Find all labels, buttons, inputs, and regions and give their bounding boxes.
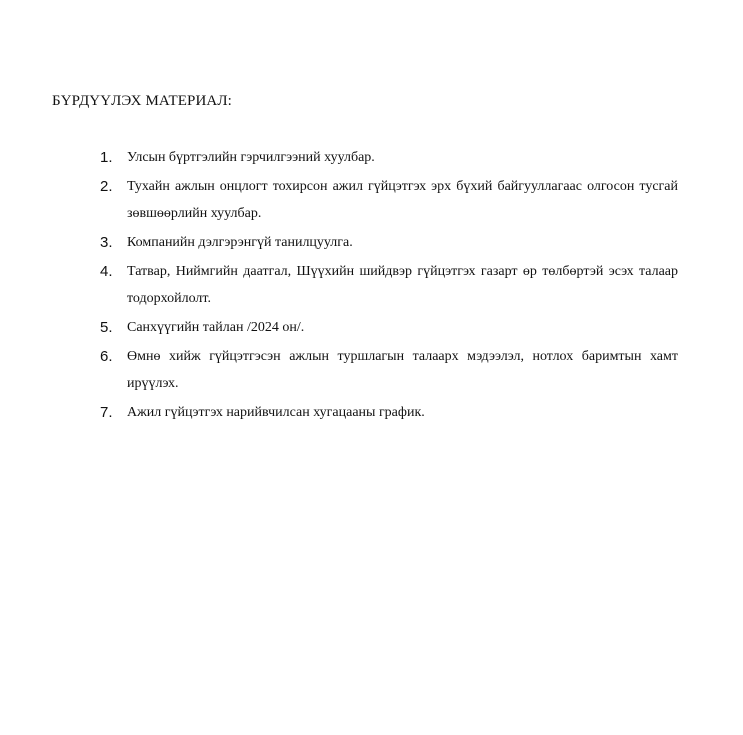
list-item-number: 1.: [100, 149, 113, 166]
section-heading: БҮРДҮҮЛЭХ МАТЕРИАЛ:: [52, 93, 232, 109]
list-item: [98, 146, 678, 171]
list-item-text: Улсын бүртгэлийн гэрчилгээний хуулбар.: [127, 150, 375, 165]
list-item-number: 2.: [100, 178, 113, 195]
list-item-number: 6.: [100, 348, 113, 365]
list-item-number: 4.: [100, 263, 113, 280]
list-item-number: 5.: [100, 319, 113, 336]
list-item-text: Санхүүгийн тайлан /2024 он/.: [127, 320, 305, 335]
materials-list: [98, 146, 678, 430]
list-item: [98, 345, 678, 397]
list-item-text: Ажил гүйцэтгэх нарийвчилсан хугацааны график.: [127, 405, 425, 420]
list-item-text: Татвар, Ниймгийн даатгал, Шүүхийн шийдвэр гүйцэтгэх газарт өр төлбөртэй эсэх талаар тодорхойлолт.: [127, 264, 678, 306]
list-item-number: 7.: [100, 404, 113, 421]
list-item: [98, 175, 678, 227]
list-item-text: Өмнө хийж гүйцэтгэсэн ажлын туршлагын талаарх мэдээлэл, нотлох баримтын хамт ирүүлэх.: [127, 349, 678, 391]
list-item-number: 3.: [100, 234, 113, 251]
list-item: [98, 401, 678, 426]
list-item-text: Тухайн ажлын онцлогт тохирсон ажил гүйцэтгэх эрх бүхий байгууллагаас олгосон тусгай зөвшөөрлийн хуулбар.: [127, 179, 678, 221]
list-item: [98, 231, 678, 256]
list-item: [98, 316, 678, 341]
list-item-text: Компанийн дэлгэрэнгүй танилцуулга.: [127, 235, 353, 250]
list-item: [98, 260, 678, 312]
